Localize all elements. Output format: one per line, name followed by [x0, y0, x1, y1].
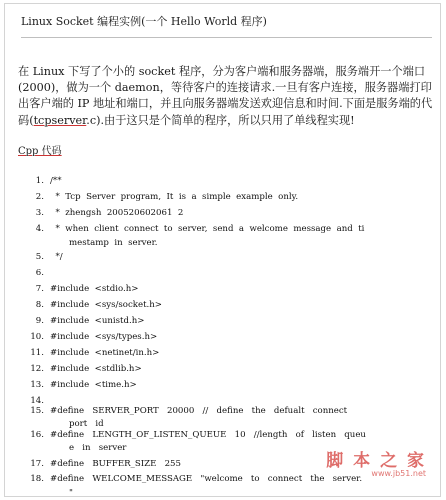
code-line-continuation: " — [69, 488, 73, 497]
title-divider — [21, 37, 432, 38]
code-line-number: 4. — [35, 224, 44, 234]
code-line: */ — [50, 252, 63, 262]
code-line: #include <time.h> — [50, 380, 137, 390]
code-line: #include <sys/socket.h> — [50, 300, 163, 310]
code-line: #include <stdio.h> — [50, 284, 139, 294]
intro-paragraph — [18, 64, 433, 129]
page-title: Linux Socket 编程实例(一个 Hello World 程序) — [21, 15, 267, 28]
code-line: #define SERVER_PORT 20000 // define the defualt connect — [50, 406, 348, 416]
code-line-number: 8. — [35, 300, 44, 310]
watermark — [326, 446, 426, 478]
code-line-number: 2. — [35, 192, 44, 202]
code-line-number: 13. — [30, 380, 44, 390]
code-line-number: 5. — [35, 252, 44, 262]
code-line-number: 18. — [30, 474, 44, 484]
code-line: * zhengsh 200520602061 2 — [50, 208, 184, 218]
code-line-number: 10. — [30, 332, 44, 342]
code-line: * Tcp Server program, It is a simple example only. — [50, 192, 299, 202]
code-line-number: 6. — [35, 268, 44, 278]
code-line-number: 1. — [35, 176, 44, 186]
code-line: /** — [50, 176, 62, 186]
code-line-number: 15. — [30, 406, 44, 416]
code-line: #include <stdlib.h> — [50, 364, 142, 374]
watermark-logo-text: 脚 本 之 家 — [326, 451, 426, 471]
code-line-continuation: port id — [69, 419, 104, 429]
code-line-number: 12. — [30, 364, 44, 374]
intro-text-part-3: .c).由于这只是个简单的程序，所以只用了单线程实现! — [86, 113, 355, 127]
code-line-number: 3. — [35, 208, 44, 218]
intro-filename: tcpserver — [33, 113, 87, 127]
code-line-number: 9. — [35, 316, 44, 326]
code-line-continuation: mestamp in server. — [69, 238, 158, 248]
code-language-label[interactable]: Cpp 代码 — [18, 146, 62, 157]
code-line-number: 17. — [30, 459, 44, 469]
code-line-number: 16. — [30, 430, 44, 440]
code-line: #define LENGTH_OF_LISTEN_QUEUE 10 //length of listen queu — [50, 430, 366, 440]
code-line: #include <unistd.h> — [50, 316, 145, 326]
code-line: #define WELCOME_MESSAGE "welcome to connect the server. — [50, 474, 363, 484]
code-line-continuation: e in server — [69, 443, 127, 453]
code-line: #define BUFFER_SIZE 255 — [50, 459, 181, 469]
intro-text-part-1: 在 Linux 下写了个小的 socket 程序，分为客户端和服务器端，服务端开一个端口(2000)，做为一个 daemon，等待客户的连接请求.一旦有客户连接，服务器端打印出客户端的 IP 地址和端口，并且向服务器端发送欢迎信息和时间.下面是服务端的代码( — [18, 65, 433, 127]
watermark-url: www.jb51.net — [371, 469, 426, 478]
document-page — [4, 3, 441, 497]
code-line: #include <netinet/in.h> — [50, 348, 160, 358]
code-line-number: 14. — [30, 396, 44, 406]
code-line-number: 7. — [35, 284, 44, 294]
code-line-number: 11. — [30, 348, 44, 358]
code-line: * when client connect to server, send a welcome message and ti — [50, 224, 365, 234]
code-line: #include <sys/types.h> — [50, 332, 158, 342]
